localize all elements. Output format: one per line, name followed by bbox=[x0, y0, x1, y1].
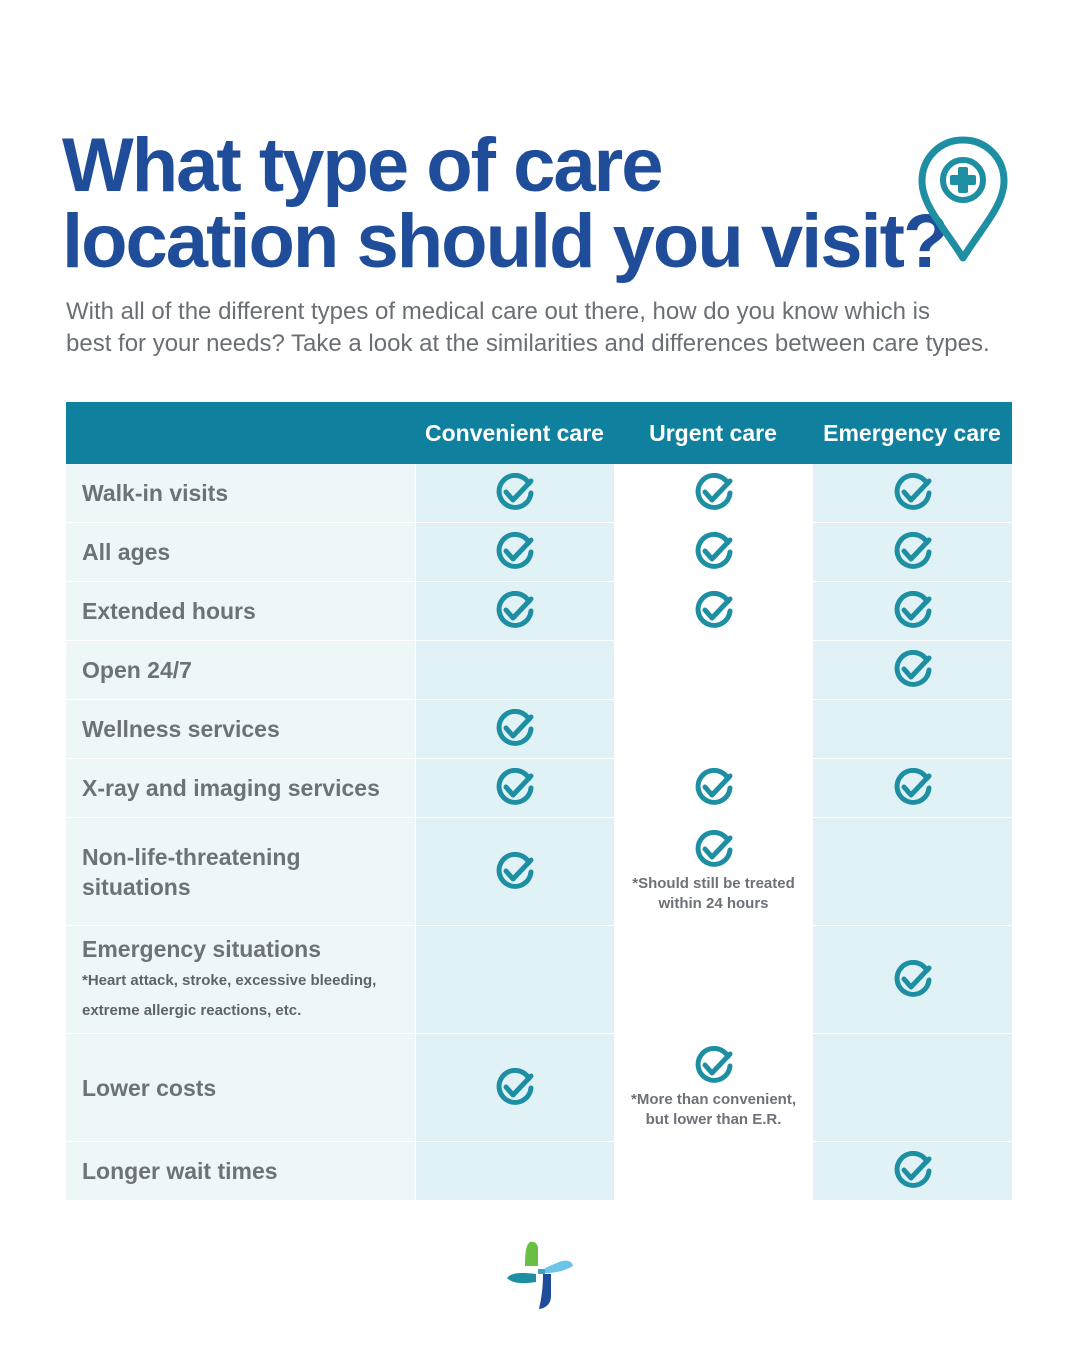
cell-emergency bbox=[812, 1142, 1012, 1200]
cell-note-line: *Should still be treated bbox=[632, 874, 795, 892]
cell-convenient bbox=[415, 523, 614, 581]
cell-convenient bbox=[415, 464, 614, 522]
cell-emergency bbox=[812, 641, 1012, 699]
row-label bbox=[66, 818, 415, 925]
cell-urgent bbox=[614, 582, 812, 640]
cell-convenient bbox=[415, 700, 614, 758]
care-comparison-table bbox=[66, 402, 1012, 1201]
checkmark-circle-icon bbox=[493, 591, 537, 631]
checkmark-circle-icon bbox=[692, 532, 736, 572]
checkmark-circle-icon bbox=[692, 830, 736, 870]
cell-emergency bbox=[812, 464, 1012, 522]
cell-convenient bbox=[415, 1034, 614, 1141]
row-label-text: X-ray and imaging services bbox=[82, 775, 380, 801]
table-row bbox=[66, 1034, 1012, 1142]
cell-convenient bbox=[415, 1142, 614, 1200]
row-label-text: Non-life-threatening bbox=[82, 843, 301, 870]
row-sublabel-line: extreme allergic reactions, etc. bbox=[82, 1001, 302, 1019]
cell-note bbox=[631, 1090, 796, 1130]
row-label-text: Extended hours bbox=[82, 598, 256, 624]
checkmark-circle-icon bbox=[493, 852, 537, 892]
checkmark-circle-icon bbox=[692, 1046, 736, 1086]
cell-emergency bbox=[812, 700, 1012, 758]
cell-convenient bbox=[415, 759, 614, 817]
checkmark-circle-icon bbox=[891, 650, 935, 690]
table-row bbox=[66, 582, 1012, 641]
table-body bbox=[66, 464, 1012, 1201]
table-row bbox=[66, 523, 1012, 582]
header-emergency-care: Emergency care bbox=[823, 419, 1001, 446]
header-urgent-care: Urgent care bbox=[649, 419, 777, 446]
cell-note-line: *More than convenient, bbox=[630, 1090, 797, 1108]
checkmark-circle-icon bbox=[891, 1151, 935, 1191]
checkmark-circle-icon bbox=[692, 473, 736, 513]
cell-note bbox=[632, 874, 795, 914]
cell-convenient bbox=[415, 641, 614, 699]
checkmark-circle-icon bbox=[891, 960, 935, 1000]
row-label-text: All ages bbox=[82, 539, 171, 565]
cell-urgent bbox=[614, 926, 812, 1033]
row-label-text: Wellness services bbox=[82, 716, 280, 742]
cell-convenient bbox=[415, 582, 614, 640]
cell-urgent bbox=[614, 641, 812, 699]
cell-emergency bbox=[812, 818, 1012, 925]
row-label-text: Emergency situations bbox=[82, 935, 322, 962]
cell-urgent bbox=[614, 464, 812, 522]
table-header bbox=[66, 402, 1012, 464]
row-label bbox=[66, 582, 415, 640]
cell-emergency bbox=[812, 759, 1012, 817]
row-sublabel bbox=[82, 966, 376, 1026]
cell-emergency bbox=[812, 1034, 1012, 1141]
checkmark-circle-icon bbox=[692, 591, 736, 631]
cell-urgent bbox=[614, 818, 812, 925]
row-label-text: Longer wait times bbox=[82, 1158, 278, 1184]
checkmark-circle-icon bbox=[891, 532, 935, 572]
row-label bbox=[66, 523, 415, 581]
cell-urgent bbox=[614, 1142, 812, 1200]
checkmark-circle-icon bbox=[493, 473, 537, 513]
cell-urgent bbox=[614, 523, 812, 581]
row-label bbox=[66, 464, 415, 522]
row-label bbox=[66, 1034, 415, 1141]
table-row bbox=[66, 759, 1012, 818]
cell-urgent bbox=[614, 1034, 812, 1141]
row-label-text: situations bbox=[82, 873, 191, 900]
checkmark-circle-icon bbox=[891, 591, 935, 631]
table-row bbox=[66, 641, 1012, 700]
intro-line-2: best for your needs? Take a look at the similarities and differences between care types. bbox=[66, 330, 990, 357]
checkmark-circle-icon bbox=[493, 1068, 537, 1108]
cell-urgent bbox=[614, 700, 812, 758]
title-line-1: What type of care bbox=[62, 123, 662, 208]
cell-emergency bbox=[812, 926, 1012, 1033]
cell-urgent bbox=[614, 759, 812, 817]
intro-text bbox=[66, 296, 1026, 360]
row-label-text: Lower costs bbox=[82, 1074, 217, 1101]
row-label bbox=[66, 641, 415, 699]
table-row bbox=[66, 926, 1012, 1034]
checkmark-circle-icon bbox=[493, 768, 537, 808]
cell-convenient bbox=[415, 926, 614, 1033]
cell-note-line: but lower than E.R. bbox=[645, 1110, 782, 1128]
checkmark-circle-icon bbox=[891, 473, 935, 513]
header-convenient-care: Convenient care bbox=[425, 419, 604, 446]
checkmark-circle-icon bbox=[493, 532, 537, 572]
checkmark-circle-icon bbox=[493, 709, 537, 749]
table-row bbox=[66, 1142, 1012, 1201]
cell-convenient bbox=[415, 818, 614, 925]
table-row bbox=[66, 700, 1012, 759]
intro-line-1: With all of the different types of medical care out there, how do you know which is bbox=[66, 298, 930, 325]
row-label bbox=[66, 759, 415, 817]
title-line-2: location should you visit? bbox=[62, 199, 948, 284]
row-label bbox=[66, 1142, 415, 1200]
checkmark-circle-icon bbox=[891, 768, 935, 808]
row-label-text: Open 24/7 bbox=[82, 657, 192, 683]
cell-emergency bbox=[812, 523, 1012, 581]
medical-cross-logo-icon bbox=[505, 1238, 577, 1310]
row-label bbox=[66, 700, 415, 758]
row-sublabel-line: *Heart attack, stroke, excessive bleeding, bbox=[82, 971, 377, 989]
checkmark-circle-icon bbox=[692, 768, 736, 808]
row-label bbox=[66, 926, 415, 1033]
page-title bbox=[62, 123, 948, 284]
row-label-text: Walk-in visits bbox=[82, 480, 229, 506]
cell-note-line: within 24 hours bbox=[658, 894, 769, 912]
table-row bbox=[66, 818, 1012, 926]
table-row bbox=[66, 464, 1012, 523]
location-pin-medical-cross-icon bbox=[916, 134, 1010, 266]
cell-emergency bbox=[812, 582, 1012, 640]
